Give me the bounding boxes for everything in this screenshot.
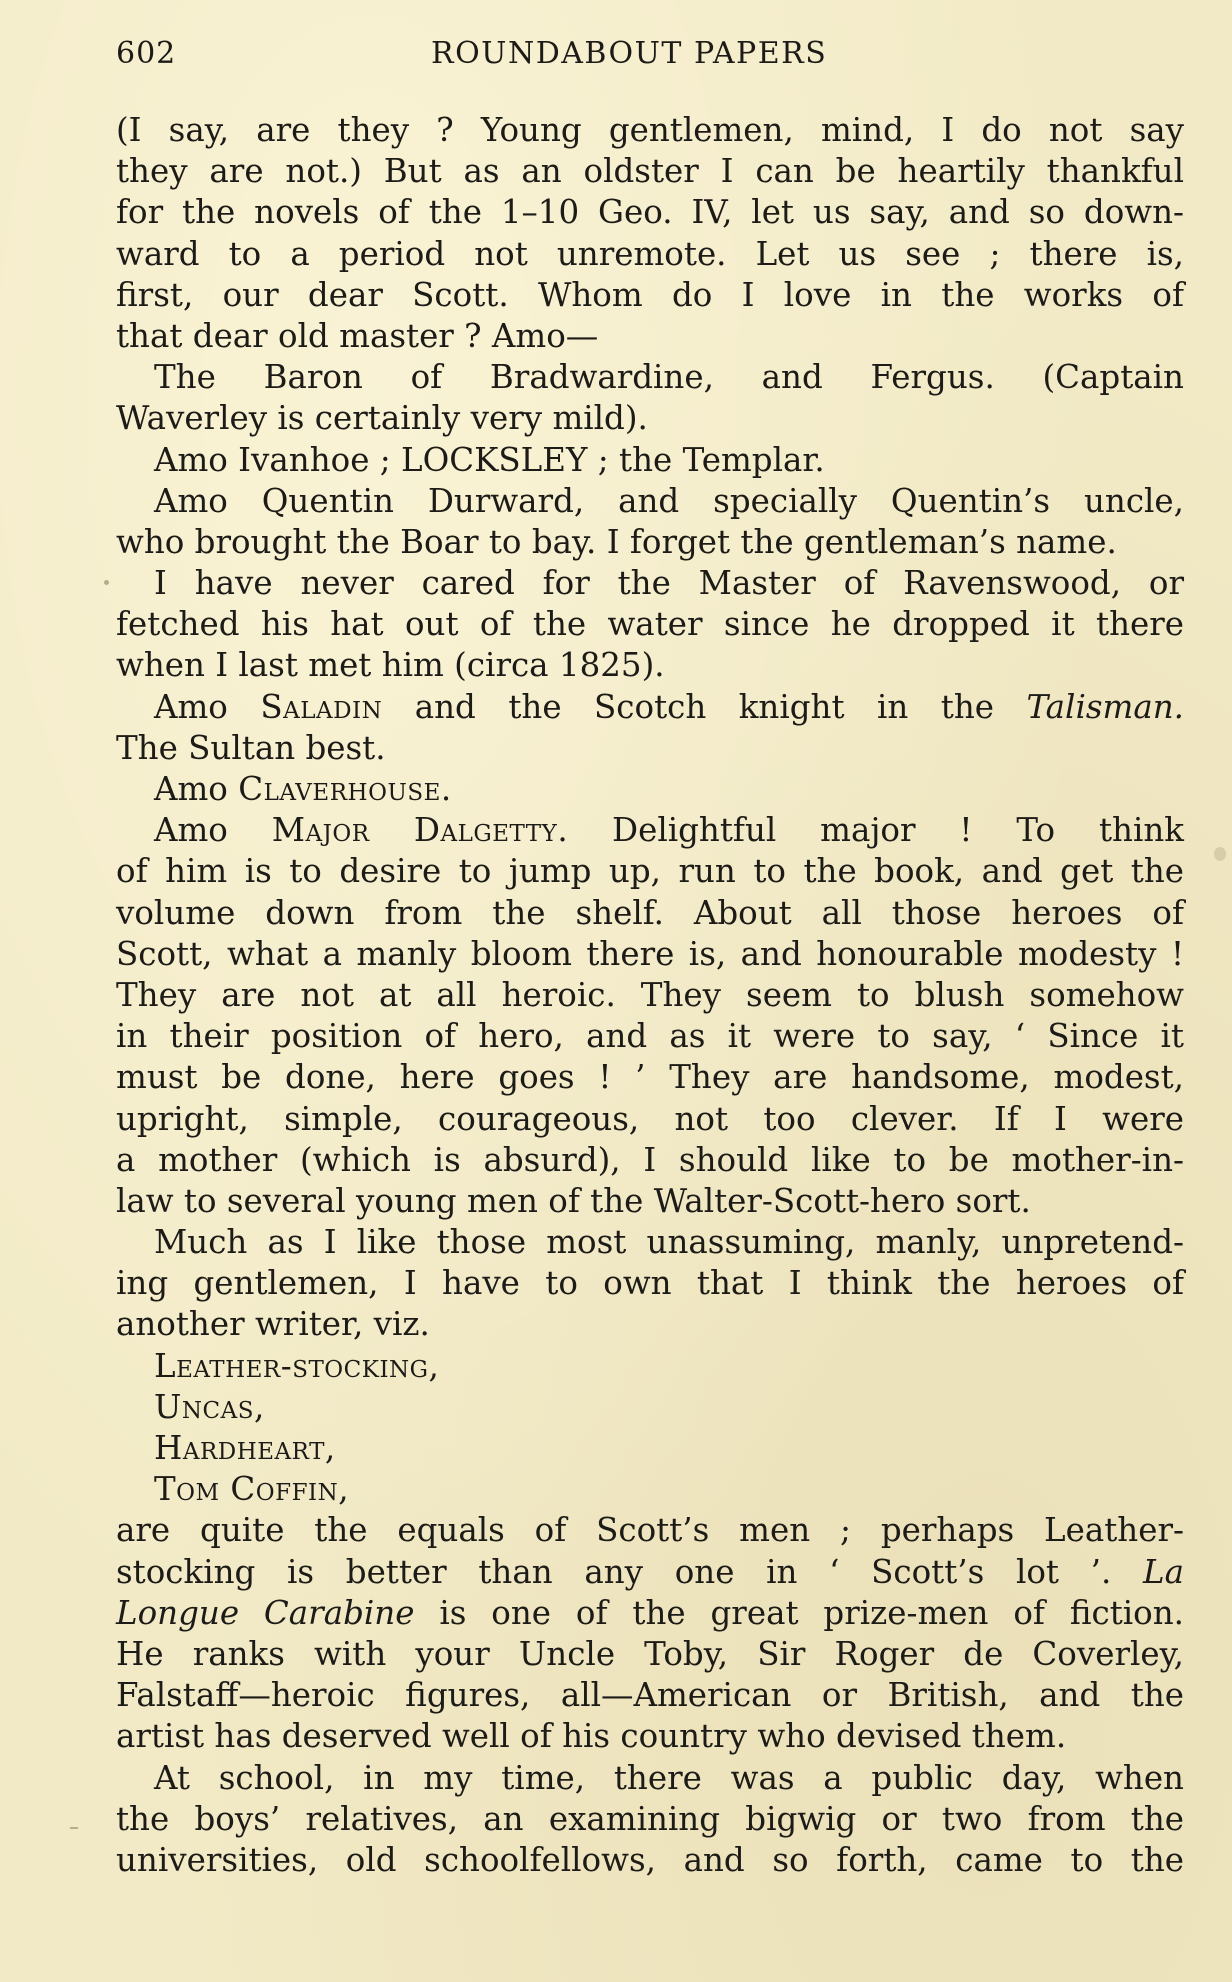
text-line: He ranks with your Uncle Toby, Sir Roger de Coverley, — [116, 1634, 1184, 1673]
text-line: Scott, what a manly bloom there is, and honourable modesty ! — [116, 934, 1184, 973]
text-line: Amo Ivanhoe ; LOCKSLEY ; the Templar. — [154, 440, 825, 479]
text-line-la — [116, 1552, 1184, 1593]
name-saladin: Saladin — [260, 687, 383, 726]
text-line: universities, old schoolfellows, and so forth, came to the — [116, 1840, 1184, 1879]
text-line-longue-carabine — [116, 1593, 1184, 1634]
text-line: first, our dear Scott. Whom do I love in the works of — [116, 275, 1184, 314]
text-line: artist has deserved well of his country who devised them. — [116, 1717, 1067, 1756]
text-line: Much as I like those most unassuming, manly, unpretend- — [154, 1223, 1184, 1262]
text-line: volume down from the shelf. About all those heroes of — [116, 893, 1184, 932]
running-head: ROUNDABOUT PAPERS — [431, 36, 828, 71]
name-claverhouse: Claverhouse. — [238, 770, 452, 808]
text-line-talisman — [116, 687, 1184, 728]
text-line: upright, simple, courageous, not too clever. If I were — [116, 1099, 1184, 1138]
margin-mark — [104, 580, 109, 585]
text-line: fetched his hat out of the water since he dropped it there — [116, 605, 1184, 644]
text-run: Amo — [154, 811, 228, 850]
text-line: that dear old master ? Amo— — [116, 316, 599, 355]
text-line: The Baron of Bradwardine, and Fergus. (Captain — [154, 358, 1184, 397]
text-line: I have never cared for the Master of Ravenswood, or — [154, 564, 1184, 603]
text-line: are quite the equals of Scott’s men ; perhaps Leather- — [116, 1511, 1184, 1550]
margin-mark — [70, 1827, 78, 1829]
name-hardheart: Hardheart, — [154, 1429, 336, 1467]
name-major-dalgetty: Major Dalgetty. — [271, 811, 569, 850]
text-line: a mother (which is absurd), I should like to be mother-in- — [116, 1140, 1184, 1179]
text-line: for the novels of the 1–10 Geo. IV, let us say, and so down- — [116, 193, 1184, 232]
text-line: Amo Quentin Durward, and specially Quentin’s uncle, — [154, 481, 1184, 520]
text-line-dalgetty — [116, 810, 1184, 851]
text-run: Amo — [154, 687, 228, 726]
text-line: of him is to desire to jump up, run to the book, and get the — [116, 852, 1184, 891]
text-run: stocking is better than any one in ‘ Scott’s lot ’. — [116, 1552, 1112, 1591]
name-tom-coffin: Tom Coffin, — [154, 1470, 350, 1509]
text-line: law to several young men of the Walter-Scott-hero sort. — [116, 1181, 1031, 1220]
text-line: At school, in my time, there was a public day, when — [154, 1758, 1184, 1797]
title-longue-carabine: Longue Carabine — [116, 1593, 415, 1632]
page-blemish — [1214, 847, 1226, 861]
text-run: and the Scotch knight in the — [414, 687, 995, 726]
text-run: is one of the great prize-men of fiction. — [439, 1593, 1184, 1632]
text-line: The Sultan best. — [116, 728, 386, 767]
name-uncas: Uncas, — [154, 1387, 265, 1426]
text-line: in their position of hero, and as it were to say, ‘ Since it — [116, 1017, 1184, 1056]
name-leather-stocking: Leather-stocking, — [154, 1346, 440, 1385]
text-line: another writer, viz. — [116, 1305, 430, 1344]
text-line: ward to a period not unremote. Let us see ; there is, — [116, 234, 1184, 273]
text-line: they are not.) But as an oldster I can be heartily thankful — [116, 152, 1184, 191]
page-header — [116, 36, 868, 76]
text-line: They are not at all heroic. They seem to blush somehow — [116, 975, 1184, 1014]
text-line: who brought the Boar to bay. I forget the gentleman’s name. — [116, 522, 1117, 561]
text-run: Amo — [154, 770, 228, 808]
text-line: Falstaff—heroic figures, all—American or British, and the — [116, 1676, 1184, 1715]
title-talisman: Talisman. — [1026, 687, 1184, 726]
text-line: when I last met him (circa 1825). — [116, 646, 665, 685]
text-line: ing gentlemen, I have to own that I think the heroes of — [116, 1264, 1184, 1303]
text-line-claverhouse — [116, 769, 1184, 810]
text-run: Delightful major ! To think — [612, 811, 1184, 850]
text-line: must be done, here goes ! ’ They are handsome, modest, — [116, 1058, 1184, 1097]
body-text — [116, 110, 1184, 1881]
text-line: (I say, are they ? Young gentlemen, mind, I do not say — [116, 111, 1184, 149]
page-number: 602 — [116, 36, 177, 71]
title-la: La — [1143, 1552, 1184, 1591]
text-line: the boys’ relatives, an examining bigwig or two from the — [116, 1799, 1184, 1838]
text-line: Waverley is certainly very mild). — [116, 399, 648, 438]
